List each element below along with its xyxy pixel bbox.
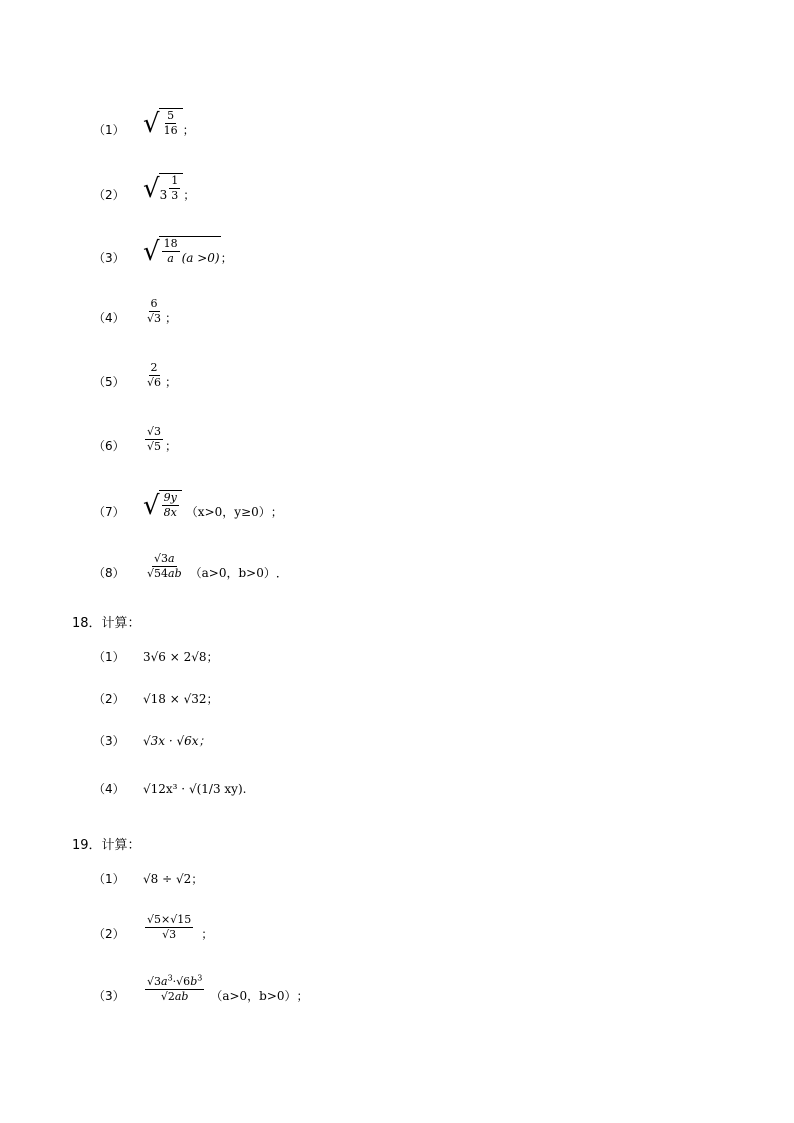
- question-19-heading: 19．计算：: [72, 838, 141, 853]
- math-expression: √3x · √6x ；: [143, 734, 211, 748]
- q19-item-3: [93, 973, 309, 1003]
- q17-item-4: [93, 298, 177, 325]
- q17-item-5: [93, 362, 177, 389]
- item-label: （1）: [93, 650, 125, 664]
- math-expression: √8 ÷ √2 ；: [143, 872, 204, 886]
- math-expression: √ $\frac{18}{a}$ (a >0) ；: [143, 237, 233, 267]
- q18-item-3: [93, 734, 211, 748]
- math-expression: √ $\frac{5}{16}$ ；: [143, 109, 195, 139]
- item-label: （3）: [93, 251, 125, 265]
- q17-item-8: [93, 553, 288, 580]
- q17-item-3: [93, 236, 233, 265]
- math-expression: √ $\frac{9y}{8x}$ （x>0，y≥0） ；: [143, 491, 283, 521]
- question-18-heading: 18．计算：: [72, 616, 141, 631]
- item-label: （6）: [93, 439, 125, 453]
- item-label: （3）: [93, 734, 125, 748]
- item-label: （3）: [93, 989, 125, 1003]
- item-label: （4）: [93, 782, 125, 796]
- item-label: （2）: [93, 692, 125, 706]
- math-expression: √12x³ · √(1/3 xy) .: [143, 782, 247, 796]
- math-expression: $\frac{√3a^3\cdot√6b^3}{√2ab}$ （a>0，b>0） ；: [147, 973, 309, 1003]
- q19-item-1: [93, 872, 203, 886]
- math-expression: √ 3 $\frac{1}{3}$ ；: [143, 174, 196, 204]
- item-label: （2）: [93, 927, 125, 941]
- item-label: （2）: [93, 188, 125, 202]
- q19-item-2: [93, 914, 213, 941]
- math-expression: $\frac{2}{√6}$ ；: [147, 361, 178, 389]
- item-label: （1）: [93, 872, 125, 886]
- q17-item-7: [93, 490, 283, 519]
- q17-item-6: [93, 426, 177, 453]
- math-expression: $\frac{√5\times√15}{√3}$ ；: [147, 913, 214, 941]
- math-expression: $\frac{6}{√3}$ ；: [147, 297, 178, 325]
- item-label: （8）: [93, 566, 125, 580]
- math-expression: $\frac{√3}{√5}$ ；: [147, 425, 178, 453]
- q17-item-2: [93, 173, 195, 202]
- q17-item-1: [93, 108, 195, 137]
- q18-item-2: [93, 692, 219, 706]
- q18-item-1: [93, 650, 219, 664]
- item-label: （5）: [93, 375, 125, 389]
- q18-item-4: [93, 782, 246, 796]
- item-label: （4）: [93, 311, 125, 325]
- math-expression: $\frac{√3a}{√54ab}$ （a>0，b>0） ．: [147, 552, 288, 580]
- item-label: （1）: [93, 123, 125, 137]
- math-expression: 3√6 × 2√8 ；: [143, 650, 219, 664]
- item-label: （7）: [93, 505, 125, 519]
- math-expression: √18 × √32 ；: [143, 692, 219, 706]
